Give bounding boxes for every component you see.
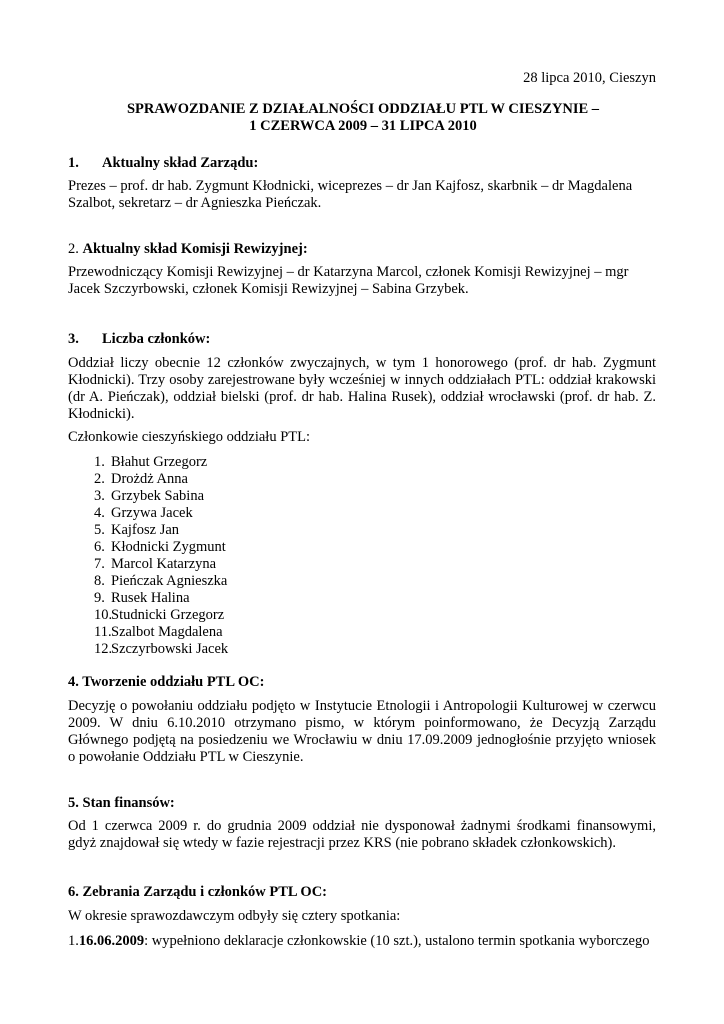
section-1-line-1: Prezes – prof. dr hab. Zygmunt Kłodnicki, wiceprezes – dr Jan Kajfosz, skarbnik – dr Magdalena — [68, 178, 633, 194]
section-2-line-1: Przewodniczący Komisji Rewizyjnej – dr Katarzyna Marcol, członek Komisji Rewizyjnej – mgr — [68, 264, 629, 280]
list-item: 9. Rusek Halina — [94, 590, 190, 606]
section-2-number: 2. — [68, 241, 79, 257]
section-1-title: Aktualny skład Zarządu: — [102, 155, 259, 171]
list-item: 5. Kajfosz Jan — [94, 522, 180, 538]
section-1-heading — [68, 155, 258, 172]
section-3-paragraph: Oddział liczy obecnie 12 członków zwyczajnych, w tym 1 honorowego (prof. dr hab. Zygmunt Kłodnicki). Trzy osoby zarejestrowane były wcześniej w innych oddziałach PTL: oddział krakowski (dr A. Pieńczak), oddział bielski (prof. dr hab. Halina Rusek), oddział wrocławski (prof. dr hab. Z. Kłodnicki). — [68, 355, 656, 422]
members-label: Członkowie cieszyńskiego oddziału PTL: — [68, 429, 311, 445]
list-item: 3. Grzybek Sabina — [94, 488, 205, 504]
list-item: 12.Szczyrbowski Jacek — [94, 641, 229, 657]
list-item: 2. Drożdż Anna — [94, 471, 188, 487]
section-3-heading — [68, 331, 210, 348]
section-5-paragraph: Od 1 czerwca 2009 r. do grudnia 2009 oddział nie dysponował żadnymi środkami finansowymi, gdyż znajdował się wtedy w fazie rejestracji przez KRS (nie pobrano składek członkowskich). — [68, 818, 656, 851]
section-3-title: Liczba członków: — [102, 331, 211, 347]
list-item: 8. Pieńczak Agnieszka — [94, 573, 228, 589]
list-item: 1. Błahut Grzegorz — [94, 454, 208, 470]
meeting-item-1-number: 1. — [68, 933, 79, 949]
section-6-intro: W okresie sprawozdawczym odbyły się cztery spotkania: — [68, 908, 401, 924]
list-item: 7. Marcol Katarzyna — [94, 556, 217, 572]
report-title-line-2: 1 CZERWCA 2009 – 31 LIPCA 2010 — [249, 118, 477, 134]
list-item: 10.Studnicki Grzegorz — [94, 607, 225, 623]
section-1-line-2: Szalbot, sekretarz – dr Agnieszka Pieńczak. — [68, 195, 322, 211]
section-2-title: Aktualny skład Komisji Rewizyjnej: — [82, 241, 308, 257]
list-item: 11.Szalbot Magdalena — [94, 624, 223, 640]
section-3-number: 3. — [68, 331, 79, 347]
section-6-heading: 6. Zebrania Zarządu i członków PTL OC: — [68, 884, 328, 900]
section-2-line-2: Jacek Szczyrbowski, członek Komisji Rewizyjnej – Sabina Grzybek. — [68, 281, 469, 297]
section-4-paragraph: Decyzję o powołaniu oddziału podjęto w Instytucie Etnologii i Antropologii Kulturowej w czerwcu 2009. W dniu 6.10.2010 otrzymano pismo, w którym poinformowano, że Decyzją Zarządu Głównego podjętą na posiedzeniu we Wrocławiu w dniu 17.09.2009 jednogłośnie przyjęto wniosek o powołanie Oddziału PTL w Cieszynie. — [68, 698, 656, 765]
list-item: 4. Grzywa Jacek — [94, 505, 193, 521]
meeting-item-1-date: 16.06.2009 — [78, 933, 145, 949]
section-5-heading: 5. Stan finansów: — [68, 795, 175, 811]
list-item: 6. Kłodnicki Zygmunt — [94, 539, 226, 555]
report-title-line-1: SPRAWOZDANIE Z DZIAŁALNOŚCI ODDZIAŁU PTL W CIESZYNIE – — [126, 101, 600, 117]
meeting-item-1-text: : wypełniono deklaracje członkowskie (10 szt.), ustalono termin spotkania wyborczego — [144, 933, 650, 949]
section-2-heading — [68, 241, 308, 258]
members-list — [94, 454, 228, 658]
section-1-number: 1. — [68, 155, 79, 171]
date-place: 28 lipca 2010, Cieszyn — [523, 70, 656, 86]
section-4-heading: 4. Tworzenie oddziału PTL OC: — [68, 674, 265, 690]
meeting-item-1 — [68, 933, 649, 950]
